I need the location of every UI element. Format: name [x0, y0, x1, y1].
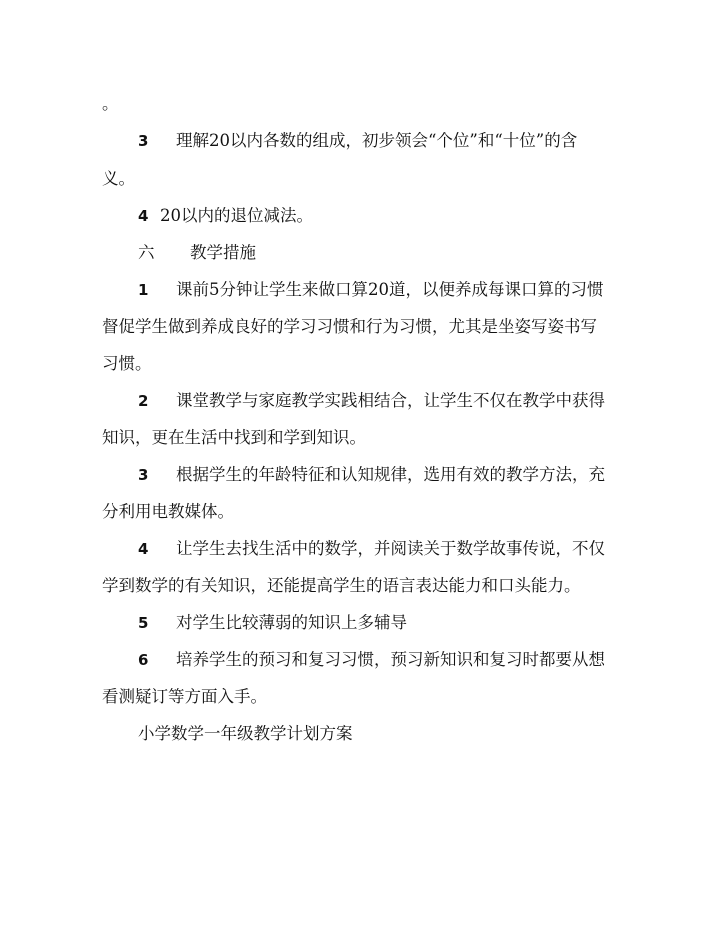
item-number: 2: [138, 392, 149, 410]
item-4: [138, 205, 648, 227]
item-text: 让学生去找生活中的数学，并阅读关于数学故事传说，不仅: [176, 539, 605, 558]
measure-6-line-2: 看测疑订等方面入手。: [102, 687, 267, 706]
item-text: 根据学生的年龄特征和认知规律，选用有效的教学方法，充: [176, 465, 605, 484]
measure-6-line-1: [138, 649, 648, 671]
measure-1-line-1: [138, 279, 648, 301]
measure-1-line-3: 习惯。: [102, 354, 152, 373]
section-number: 六: [138, 243, 155, 262]
item-text: 培养学生的预习和复习习惯，预习新知识和复习时都要从想: [176, 650, 605, 669]
fragment-period: 。: [102, 94, 119, 113]
item-text: 20以内的退位减法。: [160, 206, 313, 225]
measure-4-line-1: [138, 538, 648, 560]
measure-3-line-2: 分利用电教媒体。: [102, 502, 234, 521]
item-number: 4: [138, 207, 149, 225]
document-title: 小学数学一年级教学计划方案: [138, 724, 353, 743]
measure-3-line-1: [138, 464, 648, 486]
measure-1-line-2: 督促学生做到养成良好的学习习惯和行为习惯，尤其是坐姿写姿书写: [102, 317, 597, 336]
item-text: 课前5分钟让学生来做口算20道，以便养成每课口算的习惯: [176, 280, 604, 299]
measure-4-line-2: 学到数学的有关知识，还能提高学生的语言表达能力和口头能力。: [102, 576, 581, 595]
item-text: 理解20以内各数的组成，初步领会“个位”和“十位”的含: [176, 131, 578, 150]
measure-5: [138, 612, 648, 634]
section-heading-6: [138, 242, 648, 264]
item-text: 课堂教学与家庭教学实践相结合，让学生不仅在教学中获得: [176, 391, 605, 410]
item-number: 3: [138, 132, 149, 150]
item-3-line-1: [138, 130, 648, 152]
item-number: 4: [138, 540, 149, 558]
item-number: 1: [138, 281, 149, 299]
section-title: 教学措施: [190, 243, 256, 262]
measure-2-line-2: 知识，更在生活中找到和学到知识。: [102, 428, 366, 447]
item-number: 6: [138, 651, 149, 669]
item-text: 对学生比较薄弱的知识上多辅导: [176, 613, 407, 632]
item-3-line-2: 义。: [102, 169, 135, 188]
measure-2-line-1: [138, 390, 648, 412]
item-number: 3: [138, 466, 149, 484]
item-number: 5: [138, 614, 149, 632]
